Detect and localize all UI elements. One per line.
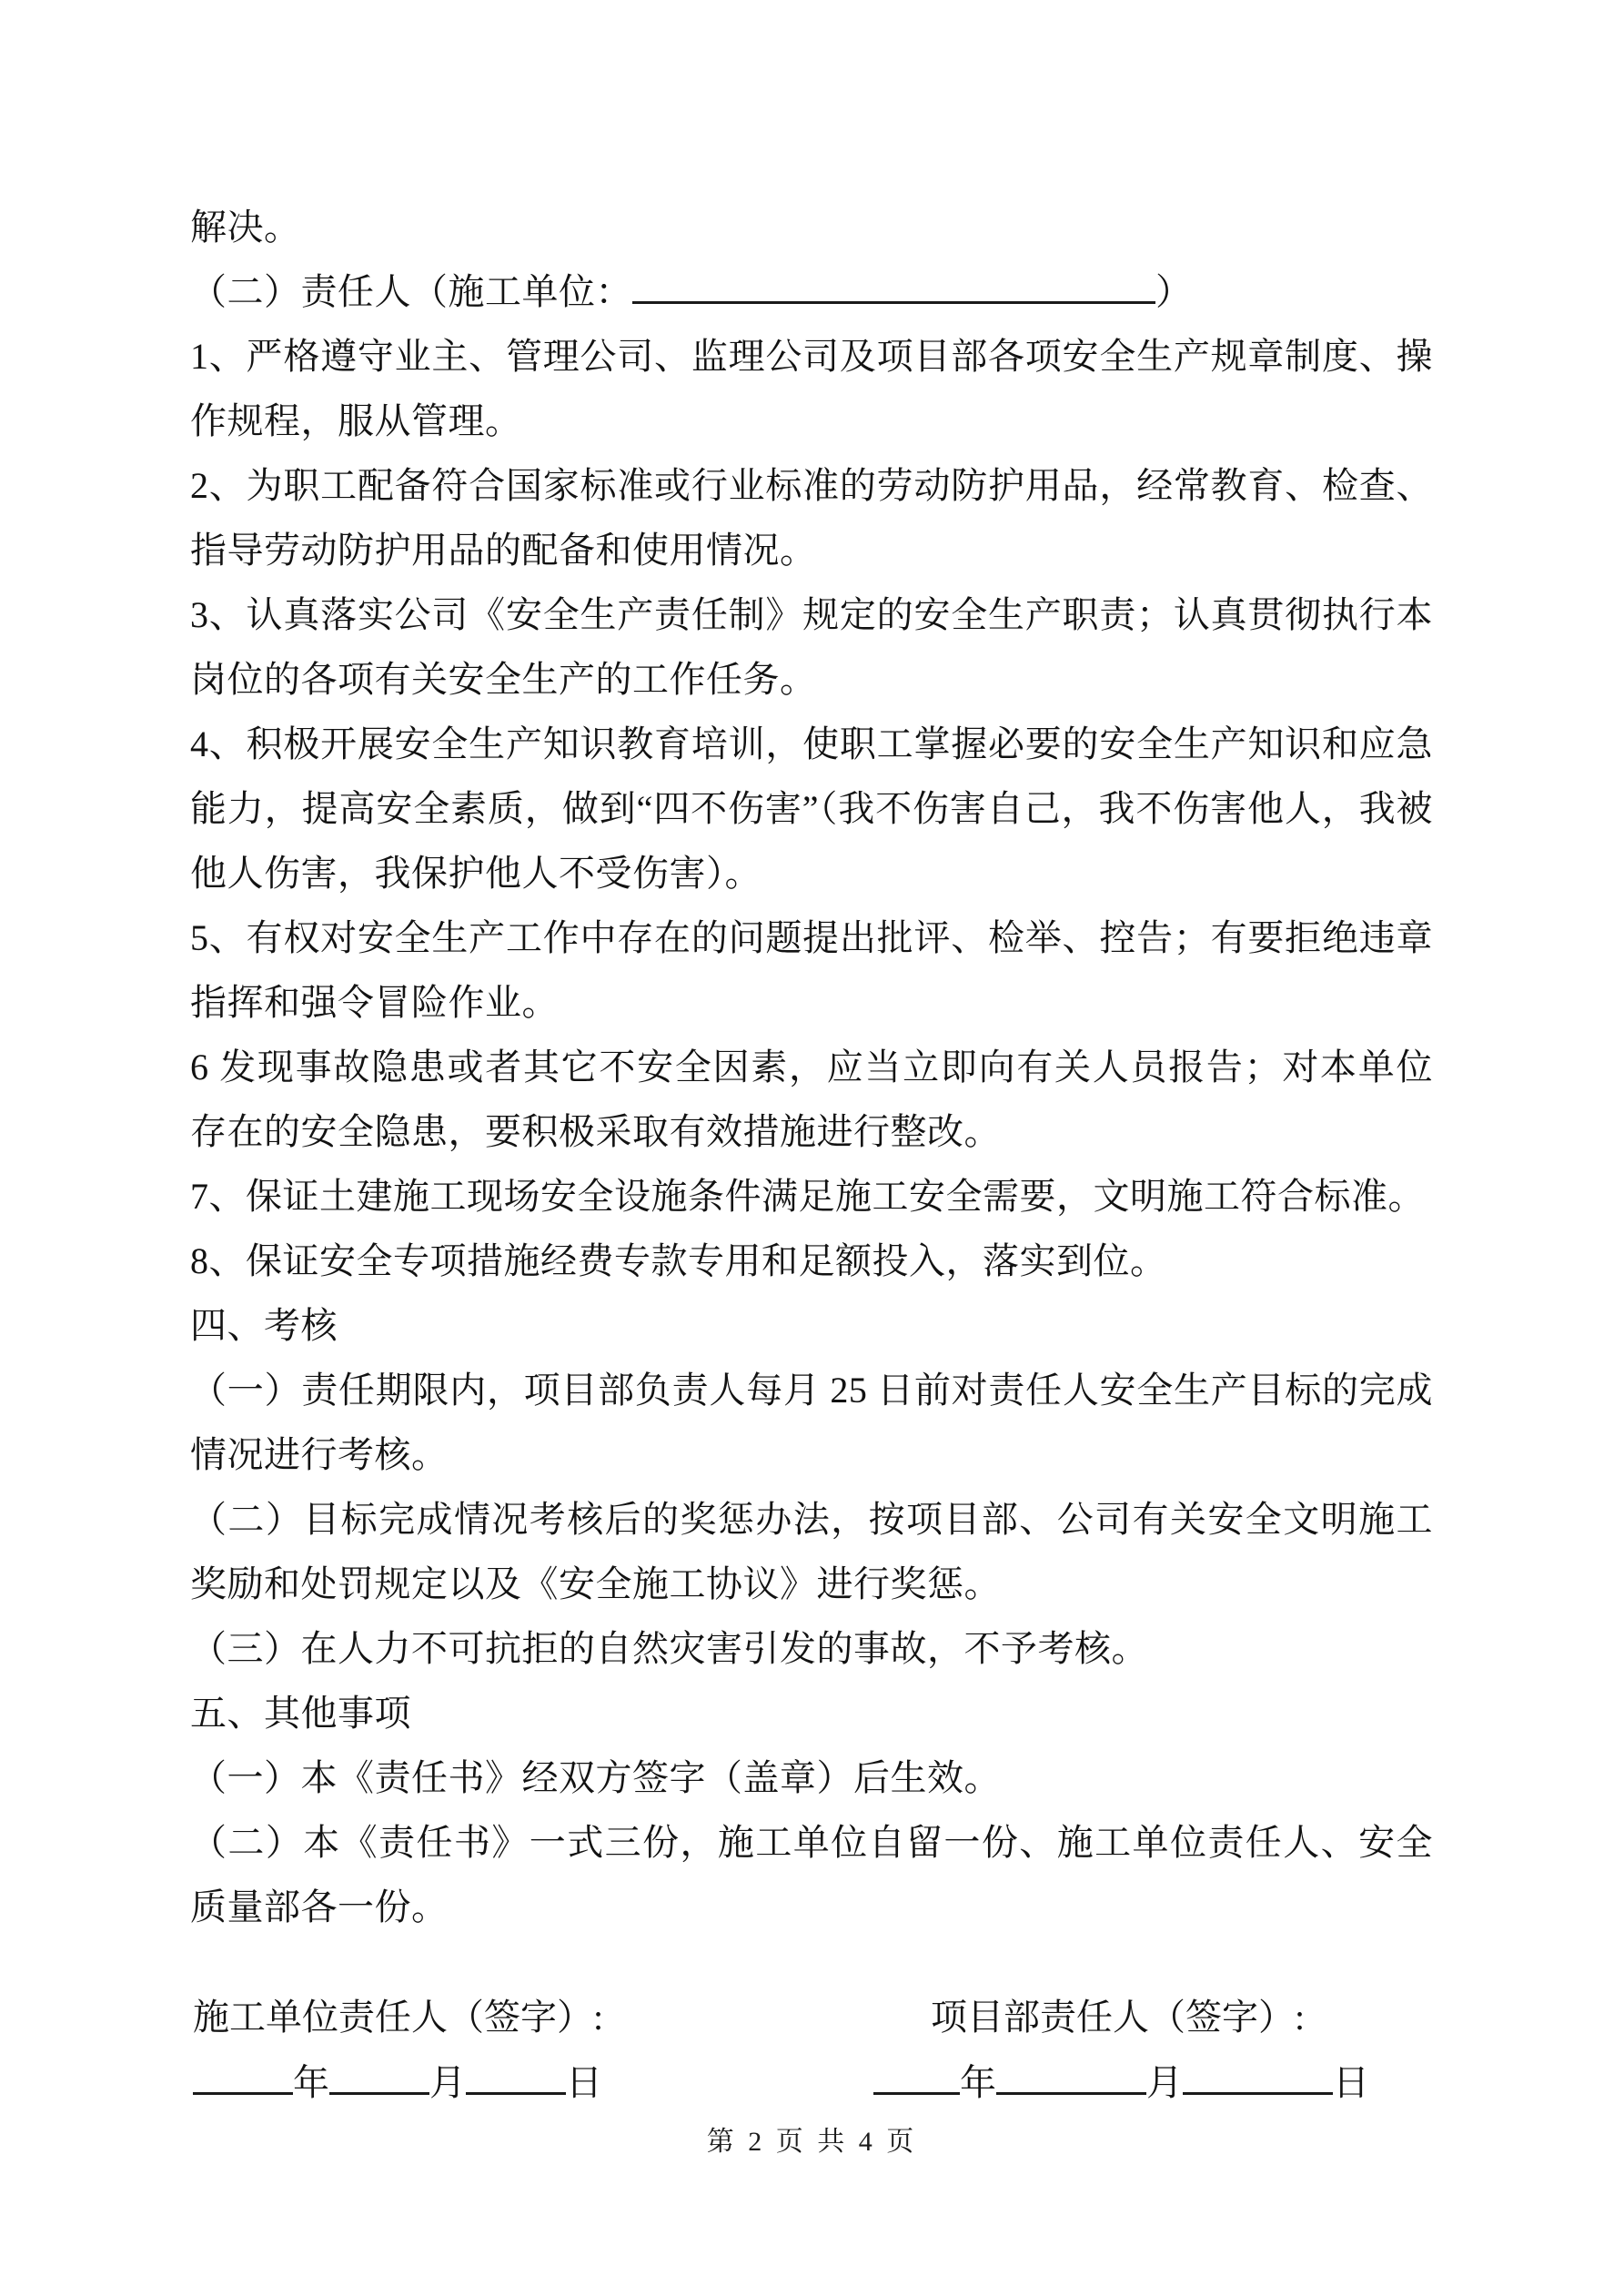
left-year-blank-field[interactable]	[193, 2052, 293, 2095]
section-heading-other-matters: 五、其他事项	[190, 1693, 411, 1734]
intro-line: 解决。	[190, 207, 301, 248]
responsible-person-line	[190, 259, 1433, 324]
construction-unit-signer-label: 施工单位责任人（签字）:	[193, 1997, 604, 2038]
item-2: 2、为职工配备符合国家标准或行业标准的劳动防护用品，经常教育、检查、指导劳动防护用品的配备和使用情况。	[190, 465, 1433, 571]
item-8: 8、保证安全专项措施经费专款专用和足额投入，落实到位。	[190, 1240, 1167, 1281]
assessment-item-3: （三）在人力不可抗拒的自然灾害引发的事故，不予考核。	[190, 1628, 1148, 1669]
project-dept-date-line	[873, 2052, 1369, 2106]
assessment-item-2: （二）目标完成情况考核后的奖惩办法，按项目部、公司有关安全文明施工奖励和处罚规定以及《安全施工协议》进行奖惩。	[190, 1499, 1433, 1604]
construction-unit-blank-field[interactable]	[632, 263, 1155, 304]
right-day-char: 日	[1333, 2062, 1369, 2103]
other-matters-item-1: （一）本《责任书》经双方签字（盖章）后生效。	[190, 1757, 1001, 1798]
item-1: 1、严格遵守业主、管理公司、监理公司及项目部各项安全生产规章制度、操作规程，服从管理。	[190, 336, 1433, 441]
right-year-char: 年	[960, 2062, 996, 2103]
left-day-blank-field[interactable]	[466, 2052, 566, 2095]
document-body	[190, 195, 1433, 1939]
responsible-person-suffix: ）	[1155, 271, 1193, 312]
item-4: 4、积极开展安全生产知识教育培训，使职工掌握必要的安全生产知识和应急能力，提高安全素质，做到“四不伤害”（我不伤害自己，我不伤害他人，我被他人伤害，我保护他人不受伤害）。	[190, 723, 1433, 894]
item-3: 3、认真落实公司《安全生产责任制》规定的安全生产职责；认真贯彻执行本岗位的各项有关安全生产的工作任务。	[190, 594, 1433, 700]
left-day-char: 日	[566, 2062, 602, 2103]
assessment-item-1: （一）责任期限内，项目部负责人每月 25 日前对责任人安全生产目标的完成情况进行考核。	[190, 1370, 1433, 1475]
left-month-blank-field[interactable]	[329, 2052, 429, 2095]
section-heading-assessment: 四、考核	[190, 1305, 338, 1346]
item-6: 6 发现事故隐患或者其它不安全因素，应当立即向有关人员报告；对本单位存在的安全隐患，要积极采取有效措施进行整改。	[190, 1047, 1433, 1152]
page-number-indicator: 第 2 页 共 4 页	[706, 2127, 918, 2157]
item-7: 7、保证土建施工现场安全设施条件满足施工安全需要，文明施工符合标准。	[190, 1176, 1425, 1217]
right-month-blank-field[interactable]	[996, 2052, 1146, 2095]
left-year-char: 年	[293, 2062, 329, 2103]
right-year-blank-field[interactable]	[873, 2052, 960, 2095]
responsible-person-prefix: （二）责任人（施工单位：	[190, 271, 632, 312]
right-day-blank-field[interactable]	[1183, 2052, 1333, 2095]
left-month-char: 月	[429, 2062, 466, 2103]
other-matters-item-2: （二）本《责任书》一式三份，施工单位自留一份、施工单位责任人、安全质量部各一份。	[190, 1822, 1433, 1927]
right-month-char: 月	[1146, 2062, 1183, 2103]
construction-unit-date-line	[193, 2052, 602, 2106]
item-5: 5、有权对安全生产工作中存在的问题提出批评、检举、控告；有要拒绝违章指挥和强令冒险作业。	[190, 917, 1433, 1023]
project-dept-signer-label: 项目部责任人（签字）:	[931, 1997, 1306, 2038]
